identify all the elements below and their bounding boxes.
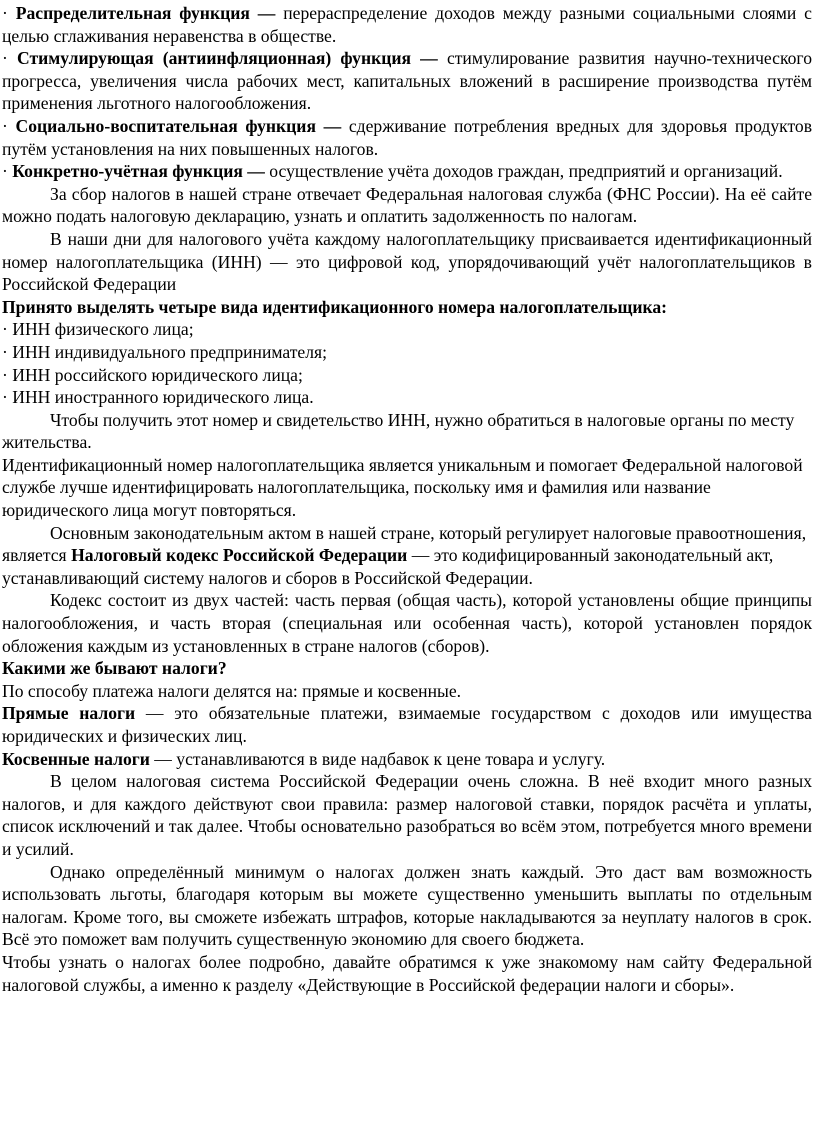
bullet: · [2,115,16,136]
inn-paragraph: В наши дни для налогового учёта каждому налогоплательщику присваивается идентификационный номер налогоплательщика (ИНН) — это цифровой код, упорядочивающий учёт налогоплательщиков в Российской Федерации [2,228,812,295]
tax-code-name: Налоговый кодекс Российской Федерации [71,545,408,566]
function-accounting [2,160,812,183]
bullet: · [2,48,18,69]
paragraph-text: — это кодифицированный законодательный акт, устанавливающий систему налогов и сборов в Российской Федерации. [2,545,774,588]
paragraph-text: — устанавливаются в виде надбавок к цене товара и услугу. [149,748,606,769]
bullet: · [2,3,16,23]
fns-paragraph: За сбор налогов в нашей стране отвечает Федеральная налоговая служба (ФНС России). На её сайте можно подать налоговую декларацию, узнать и оплатить задолженность по налогам. [2,183,812,227]
inn-type-item: · ИНН индивидуального предпринимателя; [2,341,327,362]
function-stimulating [2,47,812,115]
indirect-taxes-term: Косвенные налоги [2,748,150,769]
function-social-educational [2,115,812,160]
paragraph-text: Основным законодательным актом в нашей стране, который регулирует налоговые правоотношения, является [2,522,807,566]
minimum-paragraph: Однако определённый минимум о налогах должен знать каждый. Это даст вам возможность использовать льготы, благодаря которым вы можете существенно уменьшить выплаты по отдельным налогам. Кроме того, вы сможете избежать штрафов, которые накладываются за неуплату налогов в срок. Всё это поможет вам получить существенную экономию для своего бюджета. [2,861,812,950]
unique-paragraph: Идентификационный номер налогоплательщика является уникальным и помогает Федеральной налоговой службе лучше идентифицировать налогоплательщика, поскольку имя и фамилия или название юридического лица могут повторяться. [2,454,803,521]
dash: — [242,161,270,182]
direct-taxes-term: Прямые налоги [2,703,136,724]
site-paragraph: Чтобы узнать о налогах более подробно, давайте обратимся к уже знакомому нам сайту Федеральной налоговой службы, а именно к разделу «Действующие в Российской федерации налоги и сборы». [2,951,812,995]
inn-type-item: · ИНН физического лица; [2,319,194,340]
inn-type-item: · ИНН иностранного юридического лица. [2,387,314,408]
tax-code-paragraph [2,522,812,590]
paragraph-text: — это обязательные платежи, взимаемые государством с доходов или имущества юридических и физических лиц. [2,703,812,746]
inn-type-item: · ИНН российского юридического лица; [2,364,303,385]
obtain-paragraph: Чтобы получить этот номер и свидетельство ИНН, нужно обратиться в налоговые органы по месту жительства. [2,409,795,453]
payment-method-paragraph: По способу платежа налоги делятся на: прямые и косвенные. [2,680,462,701]
function-term: Распределительная функция [15,3,250,23]
function-description: стимулирование развития научно-технического прогресса, увеличения числа рабочих мест, капитальных вложений в расширение производства путём применения льготного налогообложения. [2,48,812,114]
function-term: Конкретно-учётная функция [12,161,243,182]
function-description: сдерживание потребления вредных для здоровья продуктов путём установления на них повышенных налогов. [2,115,813,159]
heading-text: Принято выделять четыре вида идентификационного номера налогоплательщика: [2,296,667,317]
direct-taxes-paragraph [2,702,812,747]
tax-kinds-heading [2,657,812,680]
function-description: осуществление учёта доходов граждан, предприятий и организаций. [269,161,783,182]
code-parts-paragraph: Кодекс состоит из двух частей: часть первая (общая часть), которой установлены общие принципы налогообложения, и часть вторая (специальная или особенная часть), которой установлен порядок обложения каждым из установленных в стране налогов (сборов). [2,590,812,656]
indirect-taxes-paragraph [2,748,812,771]
inn-types-heading [2,296,812,319]
function-description: перераспределение доходов между разными социальными слоями с целью сглаживания неравенства в обществе. [2,3,812,46]
dash: — [411,48,447,69]
dash: — [315,115,349,136]
function-distributive [2,2,812,47]
dash: — [249,3,284,23]
bullet: · [2,161,13,182]
complexity-paragraph: В целом налоговая система Российской Федерации очень сложна. В неё входит много разных налогов, и для каждого действуют свои правила: размер налоговой ставки, порядок расчёта и уплаты, список исключений и так далее. Чтобы основательно разобраться во всём этом, потребуется много времени и усилий. [2,771,812,859]
function-term: Социально-воспитательная функция [15,115,316,136]
heading-text: Какими же бывают налоги? [2,658,227,679]
function-term: Стимулирующая (антиинфляционная) функция [17,48,412,69]
